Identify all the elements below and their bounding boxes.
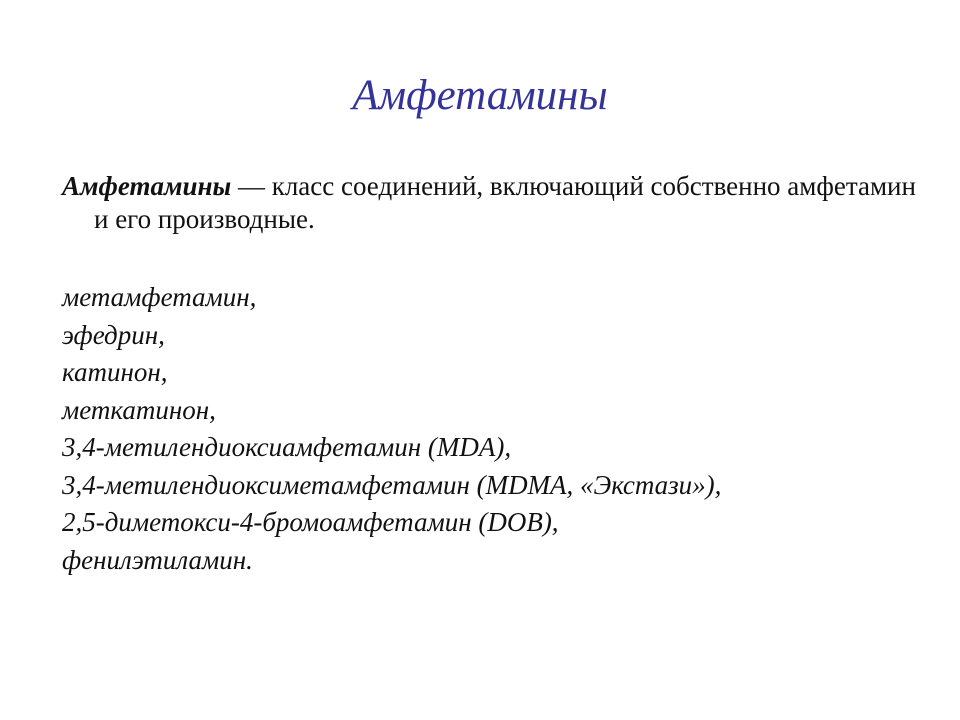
list-item: катинон, [62, 357, 168, 387]
list-item: 2,5-диметокси-4-бромоамфетамин (DOB), [62, 507, 559, 537]
list-item: 3,4-метилендиоксиамфетамин (MDA), [62, 432, 512, 462]
substance-list [62, 279, 942, 579]
list-item: меткатинон, [62, 394, 216, 425]
list-item: 3,4-метилендиоксиметамфетамин (MDMA, «Экстази»), [62, 469, 722, 500]
list-item: фенилэтиламин. [62, 544, 253, 575]
list-item: эфедрин, [62, 319, 165, 350]
list-item: метамфетамин, [62, 282, 257, 312]
slide-title: Амфетамины [352, 72, 608, 119]
intro-text: — класс соединений, включающий собственно амфетамин и его производные. [94, 171, 916, 234]
intro-paragraph [62, 170, 934, 236]
intro-term: Амфетамины [62, 171, 232, 201]
